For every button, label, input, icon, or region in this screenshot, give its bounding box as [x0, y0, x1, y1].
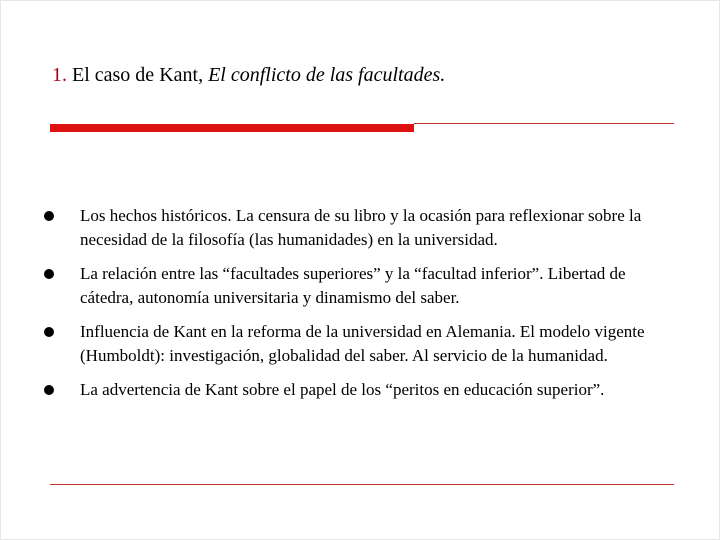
- bullet-text: La advertencia de Kant sobre el papel de los “peritos en educación superior”.: [80, 380, 605, 399]
- title-underline-thin: [414, 123, 674, 124]
- bullet-item: [42, 204, 682, 252]
- bullet-list: [42, 204, 682, 412]
- title-plain-text: El caso de Kant,: [72, 64, 204, 86]
- title-underline-thick: [50, 124, 414, 132]
- bullet-item: [42, 378, 682, 402]
- bullet-item: [42, 320, 682, 368]
- bullet-text: Influencia de Kant en la reforma de la universidad en Alemania. El modelo vigente (Humboldt): investigación, globalidad del saber. Al servicio de la humanidad.: [80, 322, 645, 365]
- footer-divider: [50, 484, 674, 485]
- bullet-item: [42, 262, 682, 310]
- bullet-text: La relación entre las “facultades superiores” y la “facultad inferior”. Libertad de cátedra, autonomía universitaria y dinamismo del saber.: [80, 264, 626, 307]
- bullet-dot-icon: [44, 211, 54, 221]
- title-italic-text: El conflicto de las facultades.: [208, 64, 446, 86]
- title-number: 1.: [52, 64, 67, 86]
- bullet-dot-icon: [44, 385, 54, 395]
- bullet-dot-icon: [44, 327, 54, 337]
- slide-title: [52, 64, 445, 87]
- bullet-dot-icon: [44, 269, 54, 279]
- bullet-text: Los hechos históricos. La censura de su libro y la ocasión para reflexionar sobre la necesidad de la filosofía (las humanidades) en la universidad.: [80, 206, 642, 249]
